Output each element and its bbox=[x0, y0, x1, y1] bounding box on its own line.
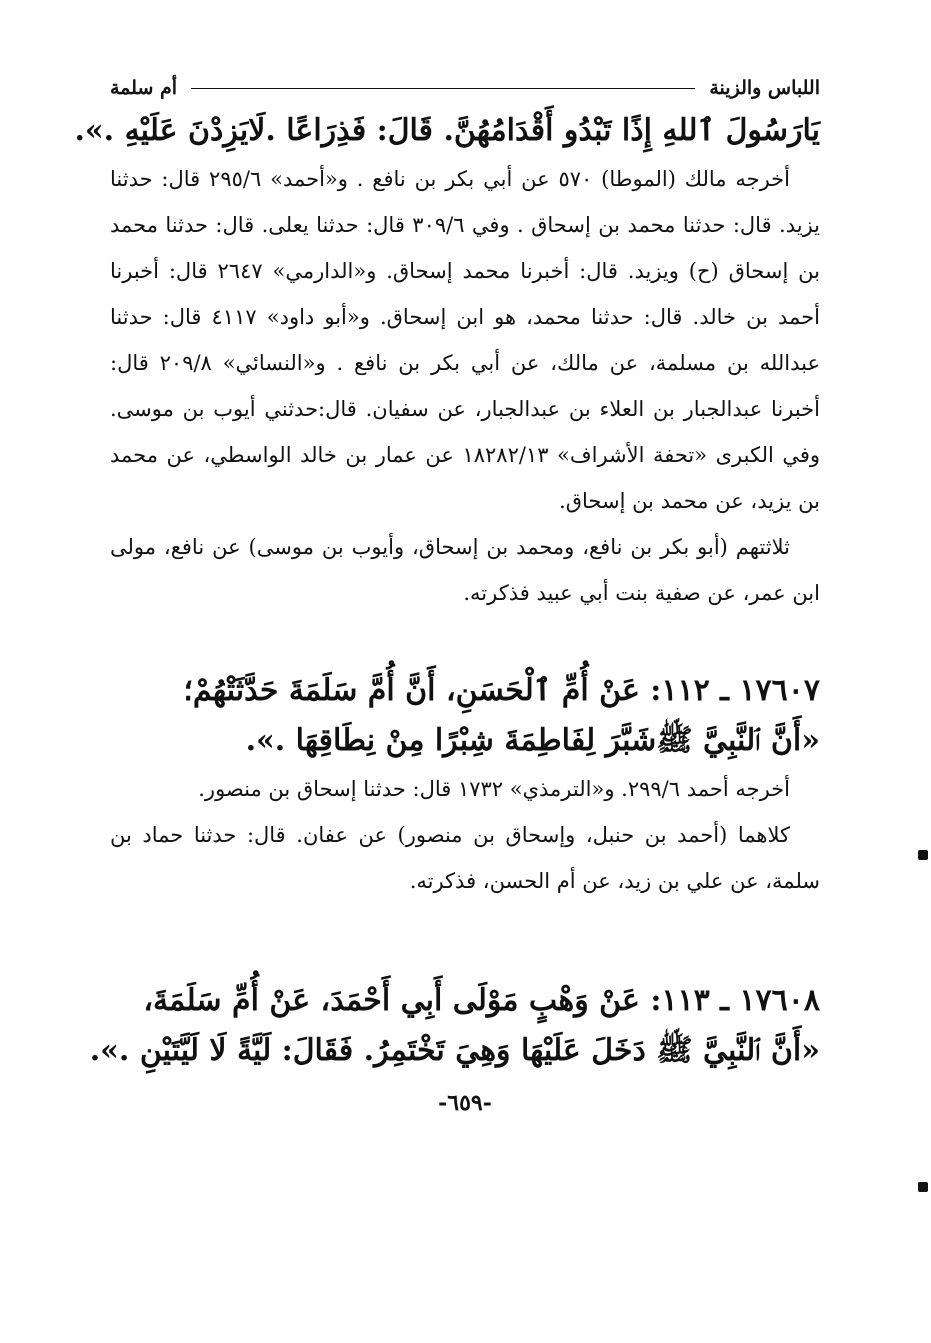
hadith-line: «أَنَّ ٱلنَّبِيَّ ﷺ دَخَلَ عَلَيْهَا وَهِيَ تَخْتَمِرُ. فَقَالَ: لَيَّةً لَا لَيَّتَيْنِ .». bbox=[89, 1033, 820, 1068]
margin-marker bbox=[918, 850, 928, 860]
hadith-line: ١٧٦٠٨ ـ ١١٣: عَنْ وَهْبٍ مَوْلَى أَبِي أَحْمَدَ، عَنْ أُمِّ سَلَمَةَ، bbox=[143, 983, 820, 1018]
hadith-112 bbox=[110, 666, 820, 766]
margin-marker bbox=[918, 1182, 928, 1192]
takhrij-summary: ثلاثتهم (أبو بكر بن نافع، ومحمد بن إسحاق، وأيوب بن موسى) عن نافع، مولى ابن عمر، عن صفية بنت أبي عبيد فذكرته. bbox=[110, 535, 820, 605]
takhrij-paragraph: أخرجه مالك (الموطا) ٥٧٠ عن أبي بكر بن نافع . و«أحمد» ٢٩٥/٦ قال: حدثنا يزيد. قال: حدثنا محمد بن إسحاق . وفي ٣٠٩/٦ قال: حدثنا يعلى. قال: حدثنا محمد بن إسحاق (ح) ويزيد. قال: أخبرنا محمد إسحاق. و«الدارمي» ٢٦٤٧ قال: أخبرنا أحمد بن خالد. قال: حدثنا محمد، هو ابن إسحاق. و«أبو داود» ٤١١٧ قال: حدثنا عبدالله بن مسلمة، عن مالك، عن أبي بكر بن نافع . و«النسائي» ٢٠٩/٨ قال: أخبرنا عبدالجبار بن العلاء بن عبدالجبار، عن سفيان. قال:حدثني أيوب بن موسى. وفي الكبرى «تحفة الأشراف» ١٨٢٨٢/١٣ عن عمار بن خالد الواسطي، عن محمد بن يزيد، عن محمد بن إسحاق. bbox=[110, 167, 821, 513]
header-rule bbox=[191, 88, 695, 89]
takhrij-summary: كلاهما (أحمد بن حنبل، وإسحاق بن منصور) عن عفان. قال: حدثنا حماد بن سلمة، عن علي بن زيد، عن أم الحسن، فذكرته. bbox=[110, 823, 820, 893]
hadith-line: ١٧٦٠٧ ـ ١١٢: عَنْ أُمِّ ٱلْحَسَنِ، أَنَّ أُمَّ سَلَمَةَ حَدَّثَتْهُمْ؛ bbox=[183, 673, 820, 708]
narrator-title: أم سلمة bbox=[110, 77, 178, 99]
section-gap bbox=[110, 904, 820, 976]
section-gap bbox=[110, 616, 820, 666]
page-number: -٦٥٩- bbox=[438, 1090, 492, 1116]
running-header bbox=[110, 70, 820, 106]
book-page bbox=[74, 70, 821, 1116]
hadith-prev-ending bbox=[74, 106, 820, 156]
hadith-113 bbox=[89, 976, 820, 1076]
hadith-line: يَارَسُولَ ٱللهِ إِذًا تَبْدُو أَقْدَامُهُنَّ. قَالَ: فَذِرَاعًا .لَايَزِدْنَ عَلَيْهِ .». bbox=[74, 113, 820, 148]
chapter-title: اللباس والزينة bbox=[709, 77, 820, 99]
takhrij-paragraph: أخرجه أحمد ٢٩٩/٦. و«الترمذي» ١٧٣٢ قال: حدثنا إسحاق بن منصور. bbox=[198, 777, 790, 801]
hadith-line: «أَنَّ ٱلنَّبِيَّ ﷺشَبَّرَ لِفَاطِمَةَ شِبْرًا مِنْ نِطَاقِهَا .». bbox=[245, 723, 820, 758]
